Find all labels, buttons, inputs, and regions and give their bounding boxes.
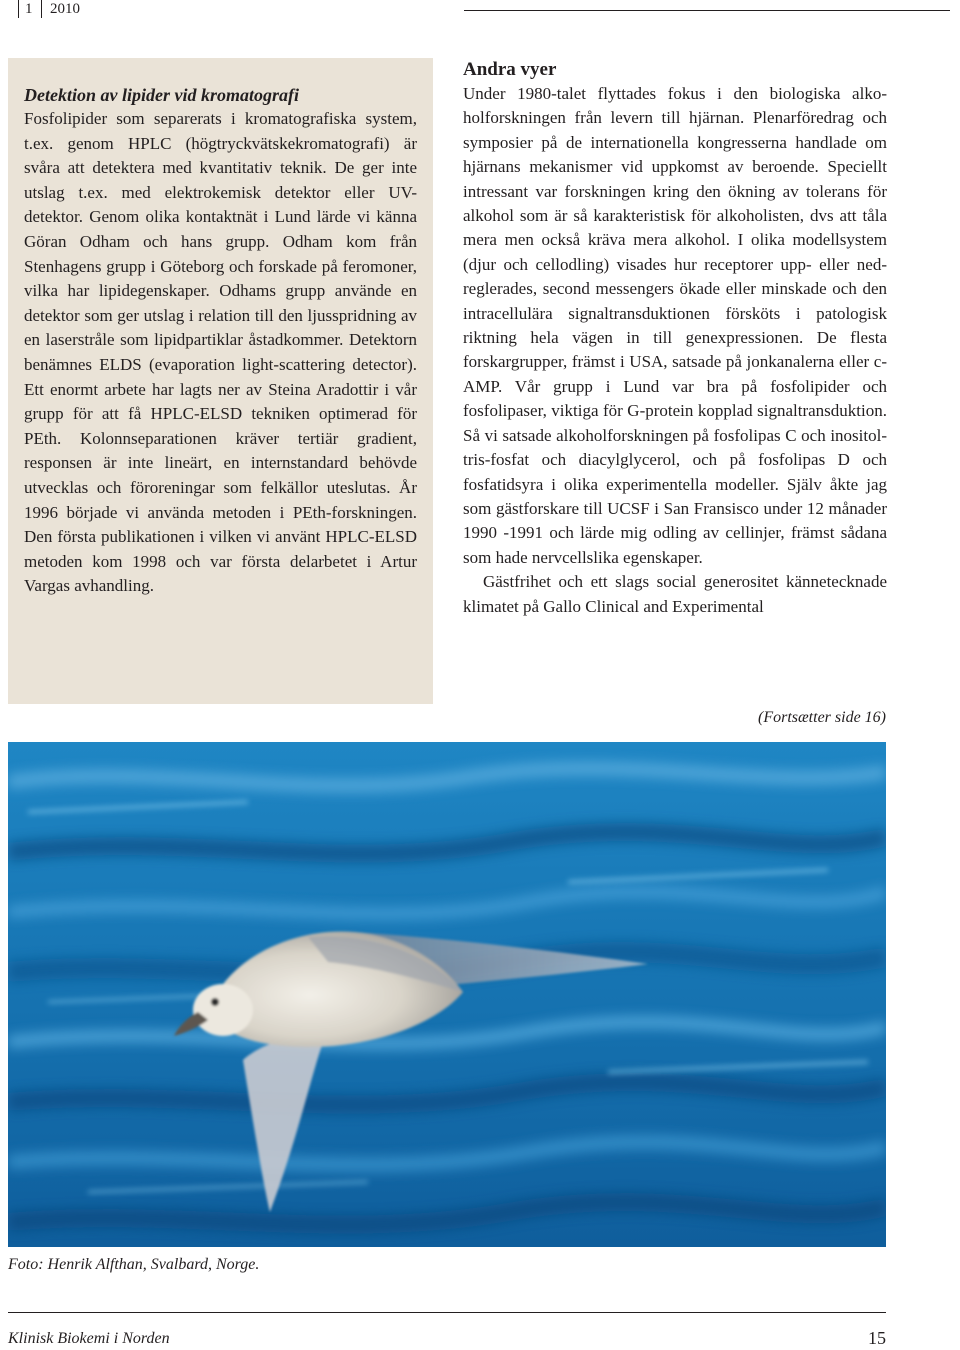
article-column	[463, 58, 887, 619]
sidebar-box	[8, 58, 433, 704]
bird-photo	[8, 742, 886, 1247]
section-heading: Andra vyer	[463, 59, 557, 80]
issue-year: 2010	[50, 1, 80, 17]
journal-name: Klinisk Biokemi i Norden	[8, 1330, 170, 1347]
page-number: 15	[868, 1328, 886, 1348]
sidebar-body: Fosfolipider som separerats i kromatografiska system, t.ex. genom HPLC (högtryckvätskekromatografi) är svåra att detektera med kvantitativ teknik. De ger inte utslag t.ex. med elektrokemisk detektor eller UV-detektor. Genom olika kontaktnät i Lund lärde vi känna Göran Odham och hans grupp. Odham kom från Stenhagens grupp i Göteborg och forskade på feromoner, vilka har lipidegenskaper. Odhams grupp använde en detektor som ger utslag i relation till den ljusspridning av en laserstråle som lipidpartiklar åstadkommer. Detektorn benämnes ELDS (evaporation light-scattering detector). Ett enormt arbete har lagts ner av Steina Aradottir i vår grupp för att få HPLC-ELSD tekniken optimerad för PEth. Kolonnseparationen kräver tertiär gradient, responsen är inte lineärt, en internstandard behövde utvecklas och föroreningar som felkällor uteslutas. År 1996 började vi använda metoden i PEth-forskningen. Den första publikationen i vilken vi använt HPLC-ELSD metoden kom 1998 och var första delarbetet i Artur Vargas avhandling.	[24, 109, 417, 596]
sidebar-heading: Detektion av lipider vid kromatografi	[24, 85, 299, 105]
header-rule	[464, 10, 950, 11]
photo-caption: Foto: Henrik Alfthan, Svalbard, Norge.	[8, 1256, 260, 1273]
article-paragraph-1: Under 1980-talet flyttades fokus i den biologiska alkoholforskningen från levern till hjärnan. Plenarföredrag och symposier på de internationella kongresserna handlade om hjärnans mekanismer vid uppkomst av beroende. Speciellt intressant var forskningen kring den ökning av tolerans för alkohol som är så karakteristisk för alkoholisten, dvs att tåla mera men också kräva mera alkohol. I olika modellsystem (djur och cellodling) visades hur receptorer upp- eller nedreglerades, second messengers ökade eller minskade och den intracellulära signaltransduktionen försköts i patologisk riktning hela vägen in till genexpressionen. De flesta forskargrupper, främst i USA, satsade på jonkanalerna eller c-AMP. Vår grupp i Lund var bra på fosfolipider och fosfolipaser, viktiga för G-protein kopplad signaltransduktion. Så vi satsade alkoholforskningen på fosfolipas C och inositol-tris-fosfat och diacylglycerol, och på fosfolipas D och fosfatidsyra i olika experimentella modeller. Själv åkte jag som gästforskare till UCSF i San Fransisco under 12 månader 1990 -1991 och lärde mig odling av cellinjer, främst sådana som hade nervcellslika egenskaper.	[463, 84, 887, 567]
article-paragraph-2: Gästfrihet och ett slags social generositet kännetecknade klimatet på Gallo Clinical and Experimental	[463, 572, 887, 616]
issue-number: 1	[18, 0, 42, 18]
running-header	[10, 0, 950, 22]
fulmar-over-sea-image	[8, 742, 886, 1247]
footer-rule	[8, 1312, 886, 1313]
continued-note: (Fortsætter side 16)	[758, 709, 886, 726]
